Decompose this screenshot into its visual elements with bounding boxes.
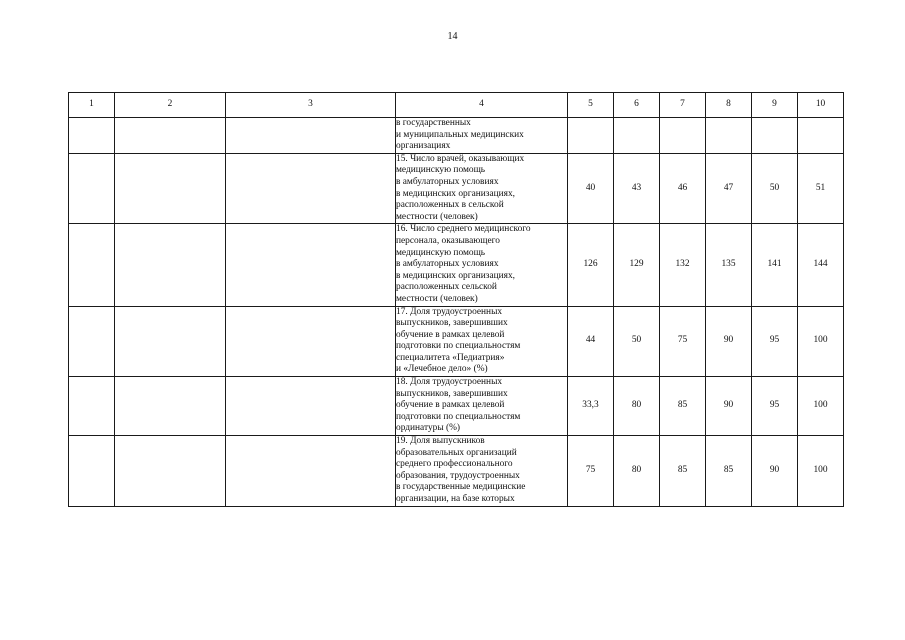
value-cell: 50 <box>614 306 660 377</box>
value-cell: 90 <box>706 377 752 436</box>
empty-cell <box>69 306 115 377</box>
empty-cell <box>115 224 226 306</box>
value-cell <box>660 118 706 154</box>
column-header: 3 <box>226 93 396 118</box>
column-header: 6 <box>614 93 660 118</box>
value-cell: 129 <box>614 224 660 306</box>
indicator-description: 16. Число среднего медицинского персонала, оказывающего медицинскую помощь в амбулаторных условиях в медицинских организациях, расположенных сельской местности (человек) <box>396 224 568 306</box>
indicator-description: 17. Доля трудоустроенных выпускников, завершивших обучение в рамках целевой подготовки по специальностям специалитета «Педиатрия» и «Лечебное дело» (%) <box>396 306 568 377</box>
empty-cell <box>69 224 115 306</box>
empty-cell <box>115 118 226 154</box>
value-cell: 100 <box>798 306 844 377</box>
value-cell: 135 <box>706 224 752 306</box>
empty-cell <box>226 118 396 154</box>
value-cell: 43 <box>614 153 660 224</box>
empty-cell <box>115 377 226 436</box>
value-cell <box>614 118 660 154</box>
value-cell: 75 <box>568 436 614 507</box>
column-header: 1 <box>69 93 115 118</box>
value-cell: 51 <box>798 153 844 224</box>
empty-cell <box>69 377 115 436</box>
indicators-table <box>68 92 844 507</box>
table-row <box>69 377 844 436</box>
empty-cell <box>226 306 396 377</box>
value-cell: 85 <box>660 377 706 436</box>
value-cell: 100 <box>798 377 844 436</box>
empty-cell <box>69 153 115 224</box>
indicator-description: 15. Число врачей, оказывающих медицинскую помощь в амбулаторных условиях в медицинских организациях, расположенных в сельской местности (человек) <box>396 153 568 224</box>
column-header: 4 <box>396 93 568 118</box>
value-cell: 47 <box>706 153 752 224</box>
value-cell <box>752 118 798 154</box>
value-cell: 144 <box>798 224 844 306</box>
value-cell: 33,3 <box>568 377 614 436</box>
column-header: 10 <box>798 93 844 118</box>
empty-cell <box>115 306 226 377</box>
empty-cell <box>69 118 115 154</box>
value-cell: 126 <box>568 224 614 306</box>
value-cell: 100 <box>798 436 844 507</box>
empty-cell <box>226 224 396 306</box>
column-header: 5 <box>568 93 614 118</box>
value-cell: 80 <box>614 436 660 507</box>
page-number: 14 <box>447 31 458 42</box>
indicator-description: 19. Доля выпускников образовательных организаций среднего профессионального образования, трудоустроенных в государственные медицинские организации, на базе которых <box>396 436 568 507</box>
column-header: 7 <box>660 93 706 118</box>
value-cell: 46 <box>660 153 706 224</box>
table-row <box>69 306 844 377</box>
table-row <box>69 436 844 507</box>
empty-cell <box>69 436 115 507</box>
value-cell: 44 <box>568 306 614 377</box>
empty-cell <box>226 153 396 224</box>
empty-cell <box>115 436 226 507</box>
empty-cell <box>226 436 396 507</box>
value-cell: 132 <box>660 224 706 306</box>
table-row <box>69 153 844 224</box>
empty-cell <box>115 153 226 224</box>
value-cell <box>798 118 844 154</box>
table-row <box>69 224 844 306</box>
value-cell: 75 <box>660 306 706 377</box>
value-cell: 50 <box>752 153 798 224</box>
column-header: 2 <box>115 93 226 118</box>
column-header: 8 <box>706 93 752 118</box>
value-cell: 40 <box>568 153 614 224</box>
value-cell: 80 <box>614 377 660 436</box>
empty-cell <box>226 377 396 436</box>
value-cell: 95 <box>752 377 798 436</box>
indicator-description: 18. Доля трудоустроенных выпускников, завершивших обучение в рамках целевой подготовки по специальностям ординатуры (%) <box>396 377 568 436</box>
value-cell: 85 <box>660 436 706 507</box>
column-header: 9 <box>752 93 798 118</box>
value-cell: 95 <box>752 306 798 377</box>
value-cell: 85 <box>706 436 752 507</box>
value-cell: 141 <box>752 224 798 306</box>
value-cell <box>568 118 614 154</box>
value-cell <box>706 118 752 154</box>
value-cell: 90 <box>752 436 798 507</box>
value-cell: 90 <box>706 306 752 377</box>
header-row <box>69 93 844 118</box>
indicator-description: в государственных и муниципальных медицинских организациях <box>396 118 568 154</box>
table-row <box>69 118 844 154</box>
